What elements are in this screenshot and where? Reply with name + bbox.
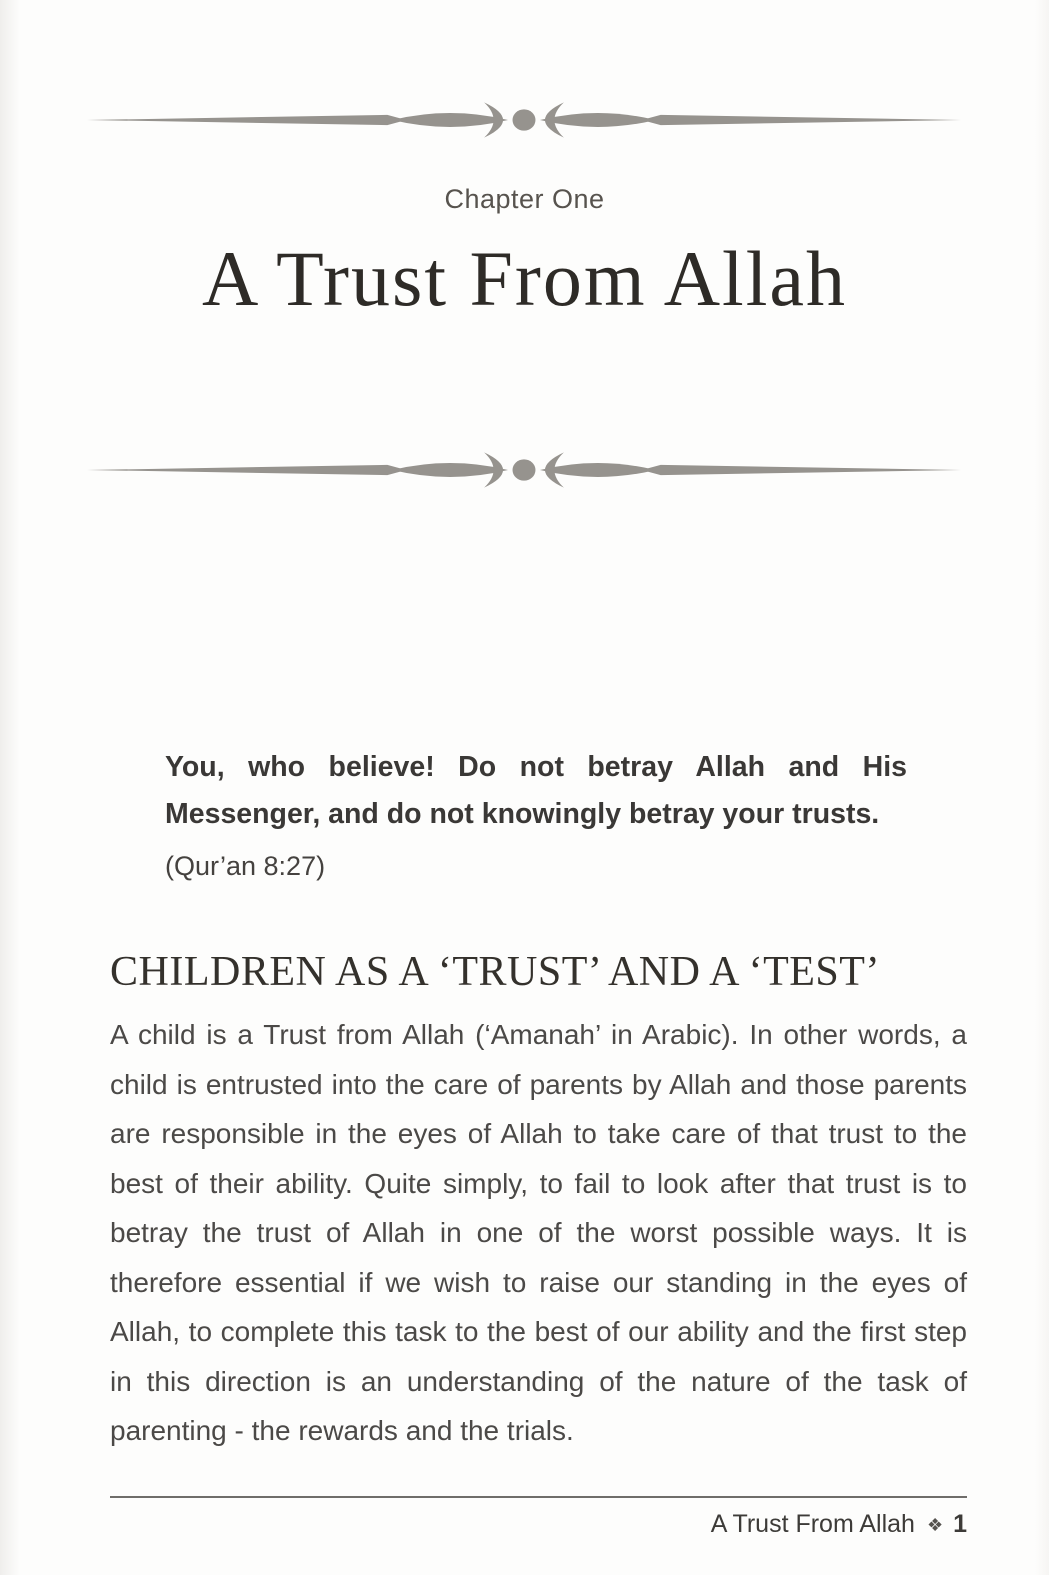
ornamental-divider-top [85, 94, 963, 146]
footer-separator-icon: ❖ [926, 1515, 944, 1535]
quote-text: You, who believe! Do not betray Allah and His Messenger, and do not knowingly betray your trusts. [165, 751, 907, 830]
divider-ornament-icon [85, 444, 963, 496]
chapter-label: Chapter One [444, 184, 605, 214]
section-children-trust-test [110, 948, 967, 1456]
page-footer [110, 1496, 967, 1539]
footer-running-title: A Trust From Allah [710, 1510, 915, 1538]
chapter-title: A Trust From Allah [201, 235, 848, 322]
page-number: 1 [953, 1510, 967, 1538]
quran-quote-block [165, 744, 907, 888]
divider-ornament-icon [85, 94, 963, 146]
quote-citation: (Qur’an 8:27) [165, 851, 326, 881]
ornamental-divider-bottom [85, 444, 963, 496]
section-body-paragraph: A child is a Trust from Allah (‘Amanah’ in Arabic). In other words, a child is entrusted into the care of parents by Allah and those parents are responsible in the eyes of Allah to take care of that trust to the best of their ability. Quite simply, to fail to look after that trust is to betray the trust of Allah in one of the worst possible ways. It is therefore essential if we wish to raise our standing in the eyes of Allah, to complete this task to the best of our ability and the first step in this direction is an understanding of the nature of the task of parenting - the rewards and the trials. [110, 1019, 967, 1446]
section-heading: CHILDREN AS A ‘TRUST’ AND A ‘TEST’ [110, 949, 880, 995]
